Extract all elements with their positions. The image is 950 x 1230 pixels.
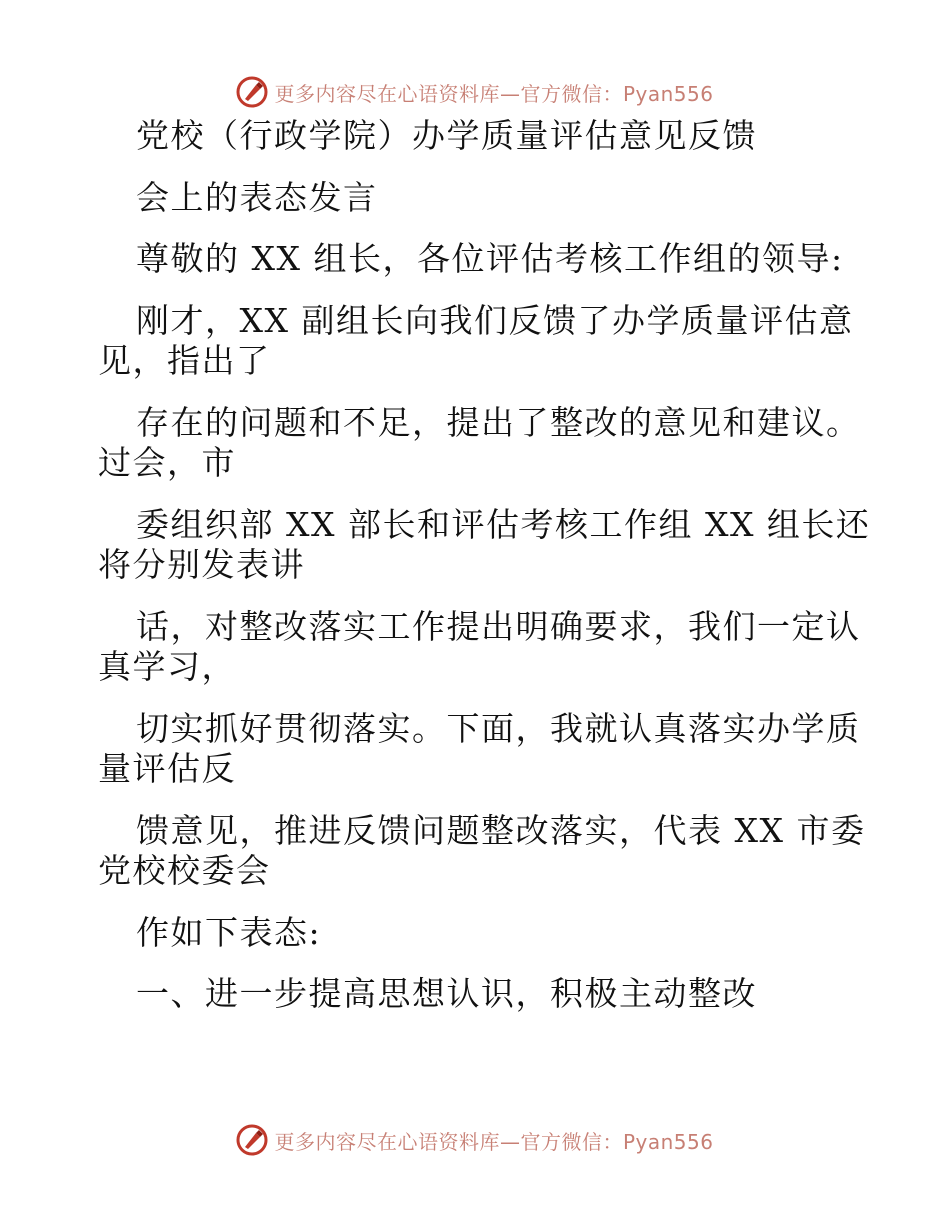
section-heading: 一、进一步提高思想认识，积极主动整改 — [136, 974, 757, 1013]
paragraph-line: 存在的问题和不足，提出了整改的意见和建议。 — [136, 402, 861, 442]
paragraph-line: 作如下表态: — [136, 912, 322, 952]
salutation: 尊敬的 XX 组长，各位评估考核工作组的领导: — [136, 239, 844, 278]
footer-watermark — [0, 1120, 950, 1160]
paragraph-line: 真学习， — [98, 647, 236, 686]
pen-nib-logo-icon — [236, 76, 268, 108]
paragraph-line: 切实抓好贯彻落实。下面，我就认真落实办学质 — [136, 708, 861, 748]
watermark-text: 更多内容尽在心语资料库—官方微信：Pyan556 — [274, 1129, 714, 1154]
watermark-text: 更多内容尽在心语资料库—官方微信：Pyan556 — [274, 81, 714, 106]
paragraph-line: 见，指出了 — [98, 341, 271, 380]
paragraph-line: 量评估反 — [98, 749, 236, 788]
paragraph-line: 委组织部 XX 部长和评估考核工作组 XX 组长还 — [136, 504, 871, 544]
paragraph-line: 过会，市 — [98, 443, 236, 482]
document-body — [98, 116, 871, 1040]
paragraph-line: 馈意见，推进反馈问题整改落实，代表 XX 市委 — [136, 810, 866, 850]
doc-title-line-1: 党校（行政学院）办学质量评估意见反馈 — [136, 116, 757, 155]
header-watermark — [0, 72, 950, 112]
paragraph-line: 话，对整改落实工作提出明确要求，我们一定认 — [136, 606, 861, 646]
paragraph-line: 党校校委会 — [98, 851, 271, 890]
paragraph-line: 刚才，XX 副组长向我们反馈了办学质量评估意 — [136, 300, 854, 340]
pen-nib-logo-icon — [236, 1124, 268, 1156]
doc-title-line-2: 会上的表态发言 — [136, 177, 378, 217]
paragraph-line: 将分别发表讲 — [98, 545, 305, 584]
